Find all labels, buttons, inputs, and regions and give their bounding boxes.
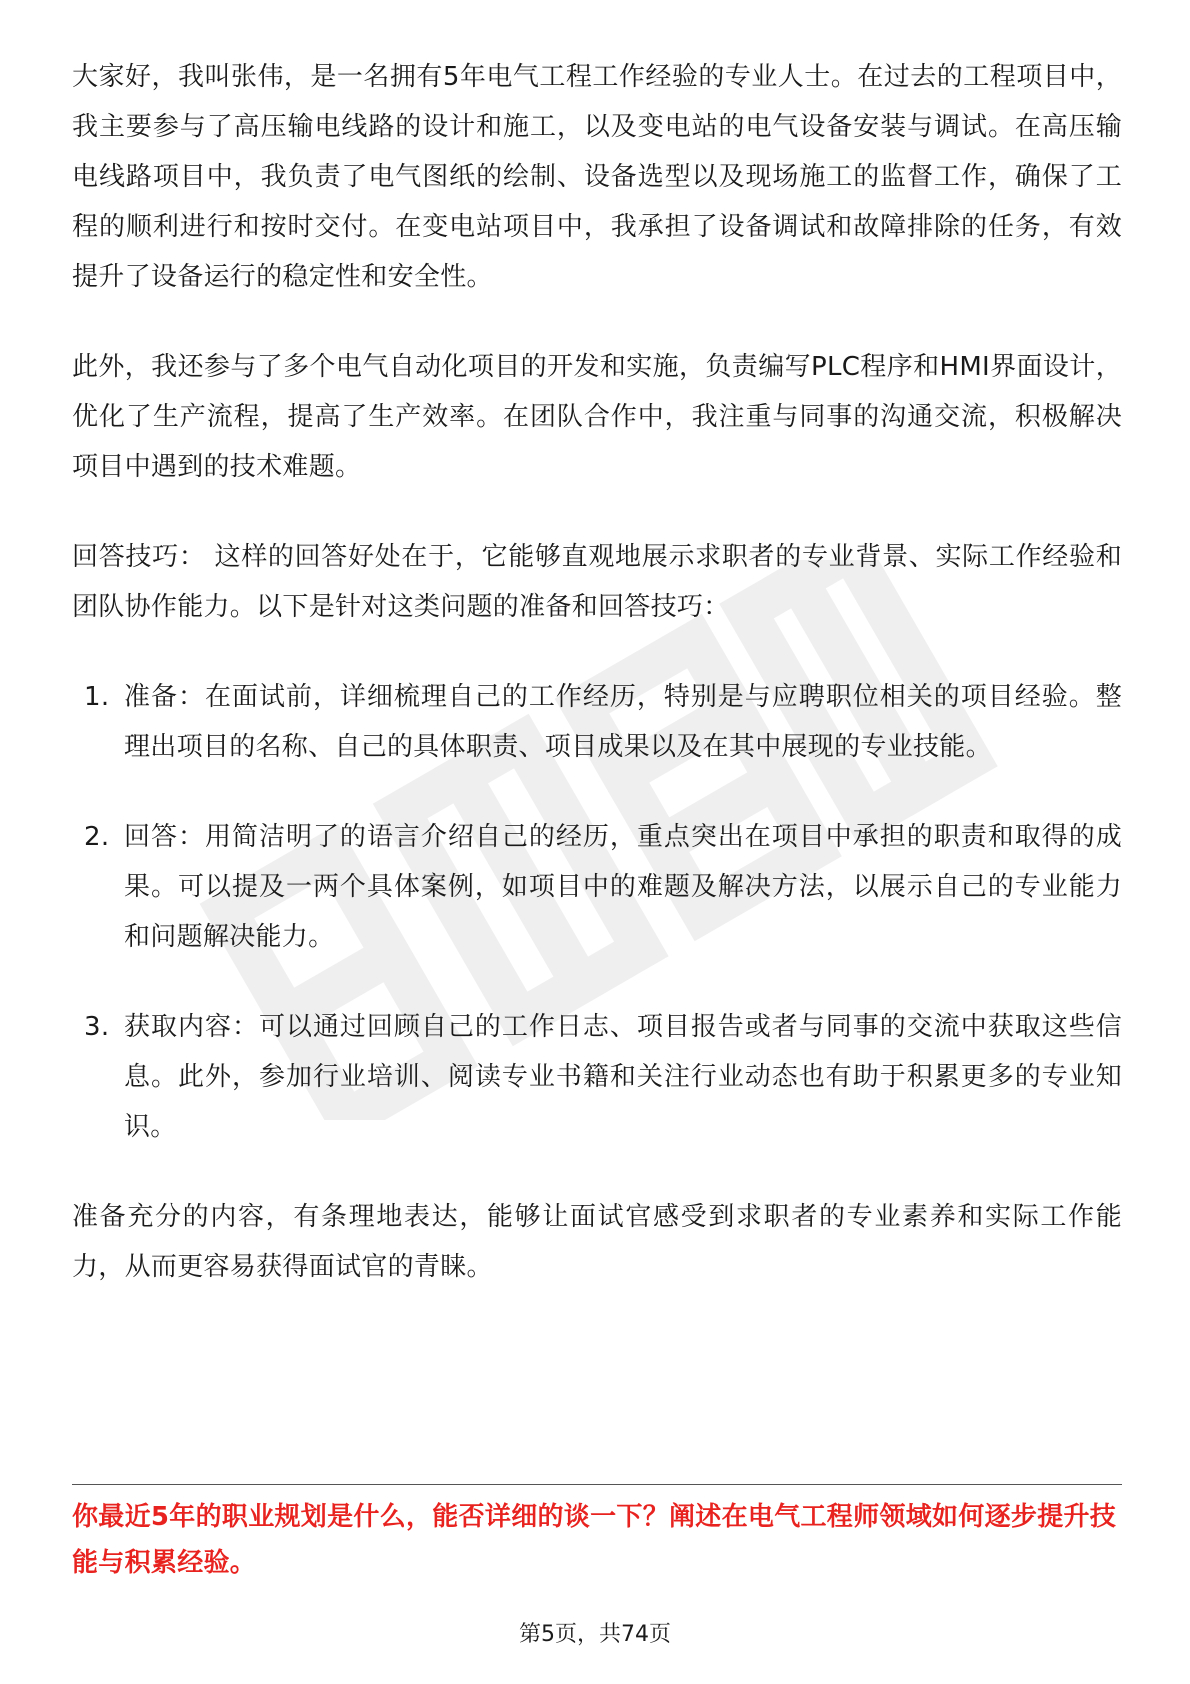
intro-paragraph-1: 大家好，我叫张伟，是一名拥有5年电气工程工作经验的专业人士。在过去的工程项目中，我主要参与了高压输电线路的设计和施工，以及变电站的电气设备安装与调试。在高压输电线路项目中，我负责了电气图纸的绘制、设备选型以及现场施工的监督工作，确保了工程的顺利进行和按时交付。在变电站项目中，我承担了设备调试和故障排除的任务，有效提升了设备运行的稳定性和安全性。 xyxy=(72,62,1122,292)
list-item-text: 获取内容：可以通过回顾自己的工作日志、项目报告或者与同事的交流中获取这些信息。此外，参加行业培训、阅读专业书籍和关注行业动态也有助于积累更多的专业知识。 xyxy=(124,1012,1122,1142)
list-item xyxy=(72,672,1122,772)
tips-conclusion: 准备充分的内容，有条理地表达，能够让面试官感受到求职者的专业素养和实际工作能力，从而更容易获得面试官的青睐。 xyxy=(72,1202,1122,1282)
list-item xyxy=(72,1002,1122,1152)
list-item-number: 1. xyxy=(84,682,110,712)
list-item-text: 准备：在面试前，详细梳理自己的工作经历，特别是与应聘职位相关的项目经验。整理出项目的名称、自己的具体职责、项目成果以及在其中展现的专业技能。 xyxy=(124,682,1122,762)
list-item-number: 3. xyxy=(84,1012,110,1042)
section-divider xyxy=(72,1484,1122,1485)
list-item-text: 回答：用简洁明了的语言介绍自己的经历，重点突出在项目中承担的职责和取得的成果。可以提及一两个具体案例，如项目中的难题及解决方法，以展示自己的专业能力和问题解决能力。 xyxy=(124,822,1122,952)
document-body xyxy=(72,52,1122,1332)
next-question-heading: 你最近5年的职业规划是什么，能否详细的谈一下？阐述在电气工程师领域如何逐步提升技能与积累经验。 xyxy=(72,1502,1117,1578)
page-number-footer: 第5页，共74页 xyxy=(519,1622,671,1647)
list-item-number: 2. xyxy=(84,822,110,852)
tips-intro: 回答技巧： 这样的回答好处在于，它能够直观地展示求职者的专业背景、实际工作经验和团队协作能力。以下是针对这类问题的准备和回答技巧： xyxy=(72,542,1122,622)
intro-paragraph-2: 此外，我还参与了多个电气自动化项目的开发和实施，负责编写PLC程序和HMI界面设计，优化了生产流程，提高了生产效率。在团队合作中，我注重与同事的沟通交流，积极解决项目中遇到的技术难题。 xyxy=(72,352,1122,482)
list-item xyxy=(72,812,1122,962)
tips-list xyxy=(72,672,1122,1152)
